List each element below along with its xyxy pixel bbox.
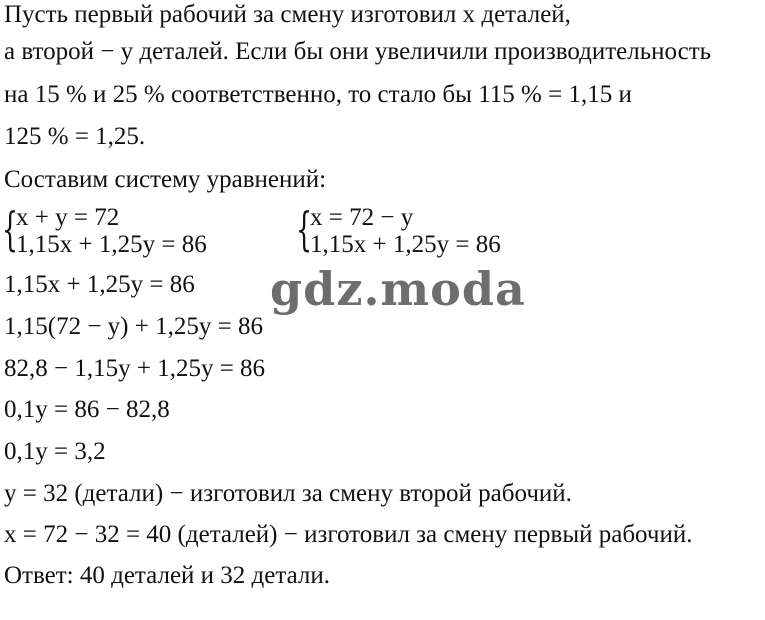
equation-step-2: 1,15(72 − y) + 1,25y = 86 bbox=[4, 313, 263, 340]
problem-line-4: 125 % = 1,25. bbox=[4, 123, 146, 150]
system-1-row-2: 1,15x + 1,25y = 86 bbox=[16, 231, 207, 258]
result-x: x = 72 − 32 = 40 (деталей) − изготовил за смену первый рабочий. bbox=[4, 521, 693, 548]
system-2-row-1: x = 72 − y bbox=[310, 204, 414, 231]
system-2-row-2: 1,15x + 1,25y = 86 bbox=[310, 231, 501, 258]
equation-system-2 bbox=[296, 204, 556, 260]
problem-line-3: на 15 % и 25 % соответственно, то стало бы 115 % = 1,15 и bbox=[4, 81, 632, 108]
equation-system-1 bbox=[2, 204, 262, 260]
equation-step-4: 0,1y = 86 − 82,8 bbox=[4, 396, 170, 423]
result-y: y = 32 (детали) − изготовил за смену второй рабочий. bbox=[4, 480, 572, 507]
left-brace-icon: { bbox=[2, 202, 19, 256]
equation-step-1: 1,15x + 1,25y = 86 bbox=[4, 271, 195, 298]
left-brace-icon: { bbox=[296, 202, 313, 256]
system-1-row-1: x + y = 72 bbox=[16, 204, 120, 231]
problem-line-2: а второй − y деталей. Если бы они увеличили производительность bbox=[4, 38, 712, 65]
equation-step-5: 0,1y = 3,2 bbox=[4, 438, 106, 465]
watermark-logo: gdz.moda bbox=[270, 262, 526, 316]
problem-line-1: Пусть первый рабочий за смену изготовил x деталей, bbox=[4, 1, 571, 28]
system-intro: Составим систему уравнений: bbox=[4, 166, 327, 193]
equation-step-3: 82,8 − 1,15y + 1,25y = 86 bbox=[4, 355, 266, 382]
answer-line: Ответ: 40 деталей и 32 детали. bbox=[4, 562, 331, 589]
